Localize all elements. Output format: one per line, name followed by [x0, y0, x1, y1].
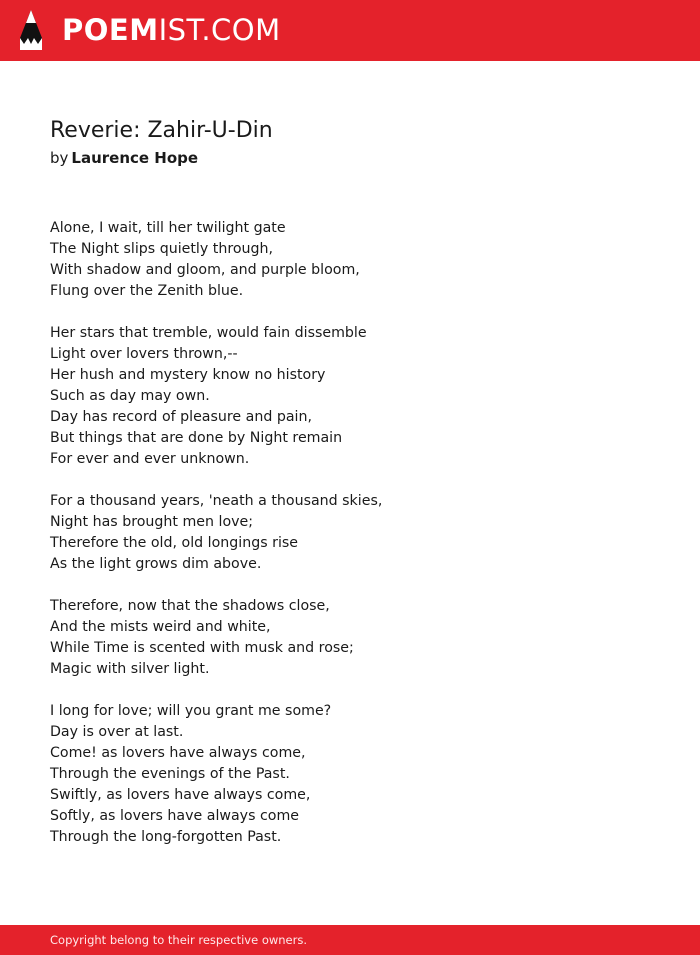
poem-author: Laurence Hope	[71, 149, 199, 167]
site-header	[0, 0, 700, 61]
poem-line: Come! as lovers have always come,	[50, 745, 306, 761]
poem-body	[50, 218, 650, 848]
byline-prefix: by	[50, 149, 69, 167]
poem-content	[50, 116, 650, 869]
poem-line: I long for love; will you grant me some?	[50, 703, 332, 719]
poem-line: Through the evenings of the Past.	[50, 766, 290, 782]
poem-line: For a thousand years, 'neath a thousand skies,	[50, 493, 383, 509]
poem-stanza	[50, 323, 650, 470]
poem-line: Therefore the old, old longings rise	[50, 535, 299, 551]
poem-line: Light over lovers thrown,--	[50, 346, 238, 362]
poem-line: Softly, as lovers have always come	[50, 808, 300, 824]
logo-text-strong: POEM	[62, 13, 159, 47]
site-logo-link[interactable]	[18, 8, 281, 52]
poem-line: Magic with silver light.	[50, 661, 210, 677]
poem-line: Alone, I wait, till her twilight gate	[50, 220, 286, 236]
logo-text-light: IST.COM	[158, 13, 281, 47]
site-footer	[0, 925, 700, 955]
poem-stanza	[50, 596, 650, 680]
poem-line: Her stars that tremble, would fain dissemble	[50, 325, 367, 341]
poem-line: But things that are done by Night remain	[50, 430, 343, 446]
poem-line: The Night slips quietly through,	[50, 241, 274, 257]
pen-nib-icon	[18, 8, 44, 52]
poem-line: Day is over at last.	[50, 724, 184, 740]
poem-line: Therefore, now that the shadows close,	[50, 598, 330, 614]
poem-line: Through the long-forgotten Past.	[50, 829, 282, 845]
site-logo-text	[62, 8, 281, 52]
poem-line: Night has brought men love;	[50, 514, 254, 530]
copyright-notice: Copyright belong to their respective owners.	[50, 933, 308, 947]
poem-line: For ever and ever unknown.	[50, 451, 250, 467]
poem-line: Flung over the Zenith blue.	[50, 283, 244, 299]
poem-byline	[50, 148, 650, 168]
poem-line: Such as day may own.	[50, 388, 210, 404]
poem-line: Swiftly, as lovers have always come,	[50, 787, 311, 803]
poem-stanza	[50, 218, 650, 302]
poem-stanza	[50, 491, 650, 575]
poem-line: With shadow and gloom, and purple bloom,	[50, 262, 360, 278]
poem-line: And the mists weird and white,	[50, 619, 271, 635]
poem-line: Her hush and mystery know no history	[50, 367, 326, 383]
poem-title: Reverie: Zahir-U-Din	[50, 118, 273, 143]
poem-line: Day has record of pleasure and pain,	[50, 409, 312, 425]
poem-line: While Time is scented with musk and rose;	[50, 640, 354, 656]
poem-line: As the light grows dim above.	[50, 556, 262, 572]
poem-stanza	[50, 701, 650, 848]
